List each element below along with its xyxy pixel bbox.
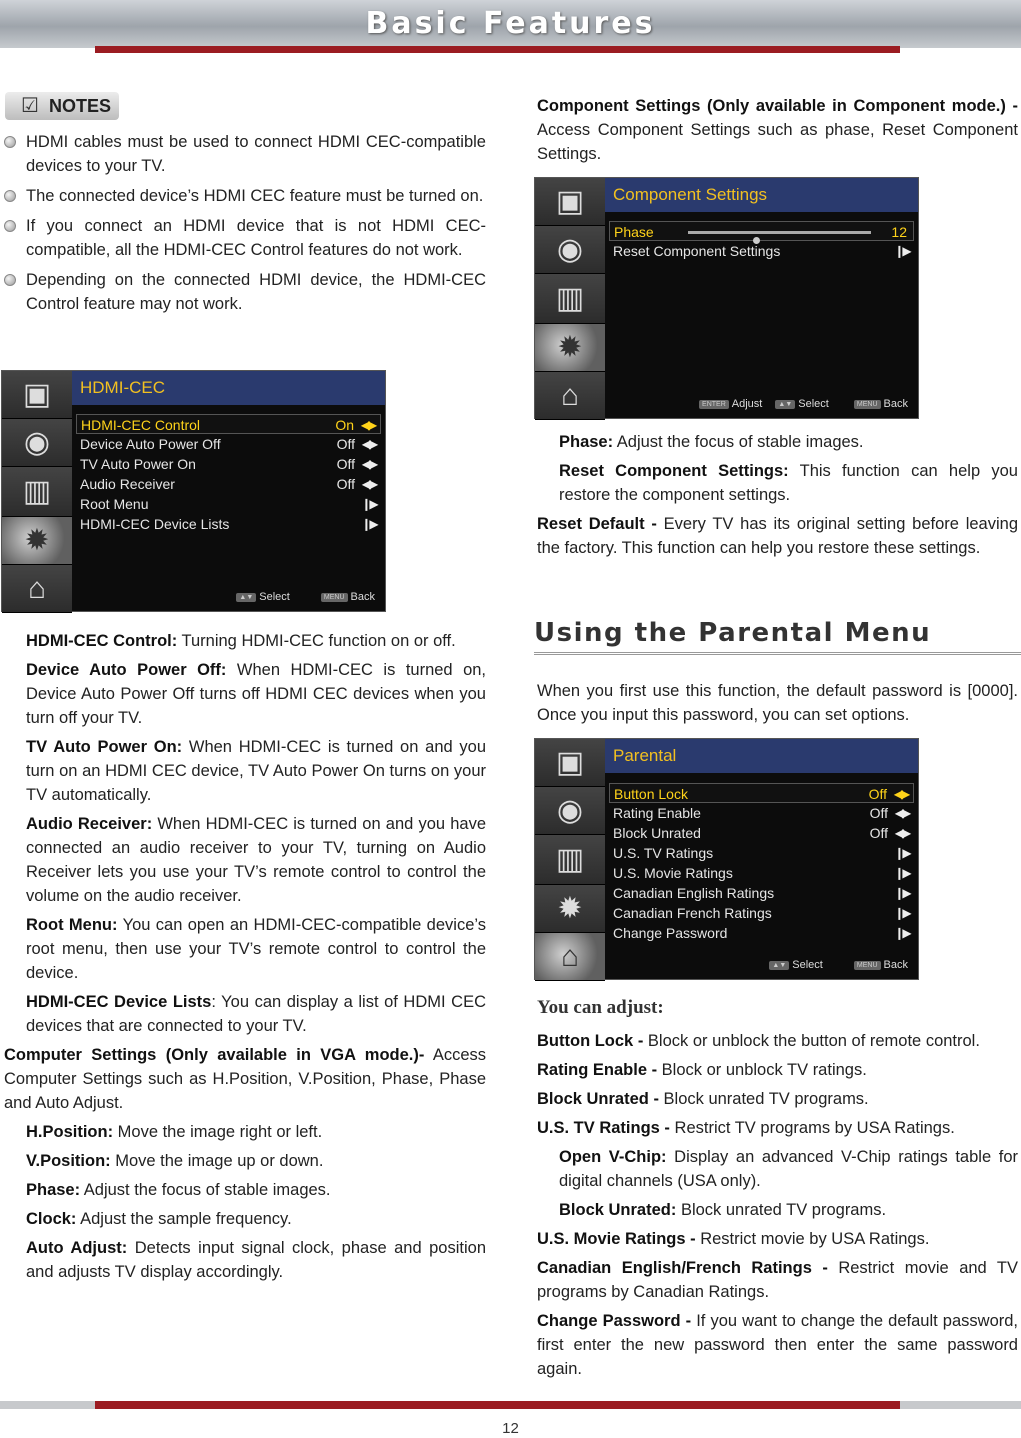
lock-icon: ⌂ xyxy=(2,565,72,613)
menu-title: Parental xyxy=(605,739,918,773)
component-settings-text xyxy=(537,94,1018,171)
adjust-item: U.S. TV Ratings - Restrict TV programs by USA Ratings. xyxy=(537,1119,955,1137)
desc-paragraph: Clock: Adjust the sample frequency. xyxy=(26,1210,292,1228)
notes-item: The connected device’s HDMI CEC feature must be turned on. xyxy=(4,184,486,208)
left-right-arrow-icon: ◀▶ xyxy=(894,806,910,820)
footer-rule xyxy=(0,1401,1021,1409)
section-title: Using the Parental Menu xyxy=(534,618,932,648)
enter-arrow-icon: ❙▶ xyxy=(894,886,910,900)
adjust-item: Change Password - If you want to change the default password, first enter the new password then enter the same password again. xyxy=(537,1312,1018,1378)
adjust-list xyxy=(537,1029,1018,1386)
settings-gear-icon: ✹ xyxy=(535,324,605,372)
phase-row[interactable]: Phase 12 xyxy=(609,221,914,241)
menu-row[interactable]: U.S. TV Ratings ❙▶ xyxy=(613,845,910,861)
adjust-item: Block Unrated: Block unrated TV programs. xyxy=(559,1201,887,1219)
lock-icon: ⌂ xyxy=(535,372,605,420)
desc-paragraph: Auto Adjust: Detects input signal clock, phase and position and adjusts TV display accordingly. xyxy=(26,1239,486,1281)
adjust-heading: You can adjust: xyxy=(537,997,664,1018)
phase-slider[interactable] xyxy=(688,231,871,234)
header-rule xyxy=(95,46,900,53)
enter-arrow-icon: ❙▶ xyxy=(894,926,910,940)
menu-row[interactable]: Reset Component Settings ❙▶ xyxy=(613,243,910,259)
computer-settings-paragraph: Computer Settings (Only available in VGA mode.)- Access Computer Settings such as H.Position, V.Position, Phase, Phase and Auto Adjust. xyxy=(4,1046,486,1112)
menu-row[interactable]: Root Menu ❙▶ xyxy=(80,496,377,512)
adjust-item: Block Unrated - Block unrated TV programs. xyxy=(537,1090,869,1108)
parental-intro: When you first use this function, the default password is [0000]. Once you input this password, you can set options. xyxy=(537,682,1018,724)
enter-arrow-icon: ❙▶ xyxy=(894,846,910,860)
page-number: 12 xyxy=(502,1420,519,1437)
desc-paragraph: Audio Receiver: When HDMI-CEC is turned on and you have connected an audio receiver to your TV, turning on Audio Receiver lets you use your TV’s remote control to control the volume on the audio receiver. xyxy=(26,815,486,905)
bullet-icon xyxy=(4,220,16,232)
parental-menu-screenshot xyxy=(534,738,919,980)
menu-row[interactable]: HDMI-CEC Device Lists ❙▶ xyxy=(80,516,377,532)
adjust-item: Button Lock - Block or unblock the button of remote control. xyxy=(537,1032,980,1050)
menu-row[interactable]: Button Lock Off ◀▶ xyxy=(609,783,914,803)
menu-row[interactable]: Rating Enable Off ◀▶ xyxy=(613,805,910,821)
menu-footer: ▲▼ Select MENU Back xyxy=(759,959,908,971)
audio-icon: ◉ xyxy=(535,226,605,274)
menu-row[interactable]: Device Auto Power Off Off ◀▶ xyxy=(80,436,377,452)
notes-badge xyxy=(5,92,119,120)
reset-default-paragraph: Reset Default - Every TV has its original setting before leaving the factory. This function can help you restore these settings. xyxy=(537,515,1019,557)
left-right-arrow-icon: ◀▶ xyxy=(361,477,377,491)
bullet-icon xyxy=(4,136,16,148)
menu-row[interactable]: Canadian French Ratings ❙▶ xyxy=(613,905,910,921)
bullet-icon xyxy=(4,190,16,202)
adjust-item: U.S. Movie Ratings - Restrict movie by USA Ratings. xyxy=(537,1230,930,1248)
menu-row[interactable]: Block Unrated Off ◀▶ xyxy=(613,825,910,841)
menu-row[interactable]: Change Password ❙▶ xyxy=(613,925,910,941)
menu-body xyxy=(72,371,385,611)
desc-paragraph: Reset Component Settings: This function can help you restore the component settings. xyxy=(559,462,1018,504)
notes-item: Depending on the connected HDMI device, the HDMI-CEC Control feature may not work. xyxy=(4,268,486,316)
page-header xyxy=(0,0,1021,48)
menu-row[interactable]: U.S. Movie Ratings ❙▶ xyxy=(613,865,910,881)
settings-gear-icon: ✹ xyxy=(2,517,72,565)
desc-paragraph: Phase: Adjust the focus of stable images. xyxy=(559,433,864,451)
up-down-arrow-icon: ▲▼ xyxy=(775,400,795,409)
menu-footer: ENTER Adjust ▲▼ Select MENU Back xyxy=(689,398,908,410)
menu-footer: ▲▼ Select MENU Back xyxy=(226,591,375,603)
desc-paragraph: TV Auto Power On: When HDMI-CEC is turned on and you turn on an HDMI CEC device, TV Auto Power On turns on your TV automatically. xyxy=(26,738,486,804)
menu-sidebar xyxy=(2,371,72,611)
notes-list xyxy=(4,130,486,322)
desc-paragraph: HDMI-CEC Control: Turning HDMI-CEC function on or off. xyxy=(26,632,456,650)
left-right-arrow-icon: ◀▶ xyxy=(360,418,376,432)
picture-icon: ▣ xyxy=(535,739,605,787)
adjust-item: Rating Enable - Block or unblock TV ratings. xyxy=(537,1061,867,1079)
component-settings-paragraph: Component Settings (Only available in Component mode.) - Access Component Settings such as phase, Reset Component Settings. xyxy=(537,97,1018,163)
enter-arrow-icon: ❙▶ xyxy=(894,866,910,880)
left-right-arrow-icon: ◀▶ xyxy=(893,787,909,801)
left-right-arrow-icon: ◀▶ xyxy=(361,457,377,471)
settings-gear-icon: ✹ xyxy=(535,885,605,933)
bullet-icon xyxy=(4,274,16,286)
left-column-text xyxy=(4,629,486,1289)
left-right-arrow-icon: ◀▶ xyxy=(361,437,377,451)
adjust-item: Open V-Chip: Display an advanced V-Chip ratings table for digital channels (USA only). xyxy=(559,1148,1019,1190)
lock-icon: ⌂ xyxy=(535,933,605,981)
menu-body xyxy=(605,739,918,979)
audio-icon: ◉ xyxy=(535,787,605,835)
notes-label: NOTES xyxy=(49,96,112,116)
menu-row[interactable]: Audio Receiver Off ◀▶ xyxy=(80,476,377,492)
menu-row[interactable]: Canadian English Ratings ❙▶ xyxy=(613,885,910,901)
up-down-arrow-icon: ▲▼ xyxy=(236,593,256,602)
desc-paragraph: Root Menu: You can open an HDMI-CEC-compatible device’s root menu, then use your TV’s remote control to control the device. xyxy=(26,916,486,982)
desc-paragraph: HDMI-CEC Device Lists: You can display a list of HDMI CEC devices that are connected to your TV. xyxy=(26,993,486,1035)
channel-icon: ▥ xyxy=(535,835,605,885)
left-right-arrow-icon: ◀▶ xyxy=(894,826,910,840)
enter-arrow-icon: ❙▶ xyxy=(894,906,910,920)
component-desc-text xyxy=(537,430,1018,565)
notes-item: If you connect an HDMI device that is not HDMI CEC-compatible, all the HDMI-CEC Control features do not work. xyxy=(4,214,486,262)
check-icon: ☑ xyxy=(21,95,39,117)
enter-arrow-icon: ❙▶ xyxy=(894,244,910,258)
picture-icon: ▣ xyxy=(2,371,72,419)
desc-paragraph: Device Auto Power Off: When HDMI-CEC is turned on, Device Auto Power Off turns off HDMI CEC devices when you turn off your TV. xyxy=(26,661,487,727)
menu-sidebar xyxy=(535,178,605,418)
desc-paragraph: Phase: Adjust the focus of stable images. xyxy=(26,1181,331,1199)
channel-icon: ▥ xyxy=(2,467,72,517)
audio-icon: ◉ xyxy=(2,419,72,467)
enter-arrow-icon: ❙▶ xyxy=(361,517,377,531)
component-settings-menu-screenshot xyxy=(534,177,919,419)
menu-sidebar xyxy=(535,739,605,979)
menu-title: Component Settings xyxy=(605,178,918,212)
channel-icon: ▥ xyxy=(535,274,605,324)
page-title: Basic Features xyxy=(365,6,656,41)
menu-row[interactable]: HDMI-CEC Control On ◀▶ xyxy=(76,414,381,434)
enter-arrow-icon: ❙▶ xyxy=(361,497,377,511)
desc-paragraph: V.Position: Move the image up or down. xyxy=(26,1152,324,1170)
menu-body xyxy=(605,178,918,418)
desc-paragraph: H.Position: Move the image right or left. xyxy=(26,1123,323,1141)
notes-item: HDMI cables must be used to connect HDMI CEC-compatible devices to your TV. xyxy=(4,130,486,178)
menu-row[interactable]: TV Auto Power On Off ◀▶ xyxy=(80,456,377,472)
section-rule xyxy=(534,652,1021,655)
hdmi-cec-menu-screenshot xyxy=(1,370,386,612)
picture-icon: ▣ xyxy=(535,178,605,226)
menu-title: HDMI-CEC xyxy=(72,371,385,405)
up-down-arrow-icon: ▲▼ xyxy=(769,961,789,970)
adjust-item: Canadian English/French Ratings - Restrict movie and TV programs by Canadian Ratings. xyxy=(537,1259,1018,1301)
